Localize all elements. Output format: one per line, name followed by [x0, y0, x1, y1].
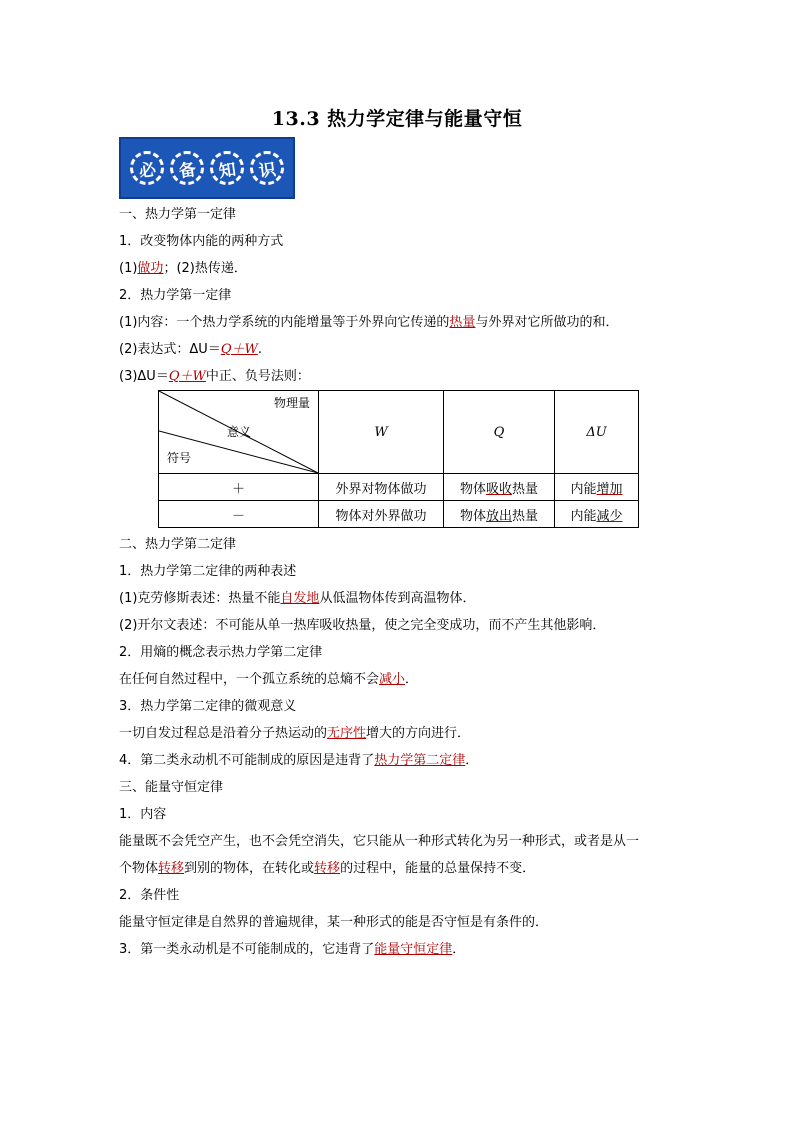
s3-item-2: 2．条件性 — [119, 888, 180, 903]
sign-cell: － — [159, 501, 319, 528]
text: 个物体 — [119, 861, 159, 876]
header-meaning: 意义 — [227, 425, 252, 439]
s3-content-line-1: 能量既不会凭空产生，也不会凭空消失，它只能从一种形式转化为另一种形式，或者是从一 — [119, 834, 640, 849]
section-badge — [119, 137, 295, 199]
answer-blank: 做功 — [137, 261, 164, 276]
text: 一切自发过程总是沿着分子热运动的 — [119, 726, 328, 741]
s3-content-line-2 — [119, 857, 535, 876]
s2-item-1: 1．热力学第二定律的两种表述 — [119, 564, 297, 579]
s1-item-1: 1．改变物体内能的两种方式 — [119, 234, 284, 249]
text: 内能 — [570, 481, 597, 497]
text: 与外界对它所做功的和． — [475, 315, 619, 330]
du-cell — [555, 501, 639, 528]
badge-char-2: 备 — [168, 149, 206, 187]
q-cell — [444, 474, 555, 501]
du-cell — [555, 474, 639, 501]
text: ；(2)热传递． — [163, 261, 247, 276]
header-sign: 符号 — [167, 451, 192, 465]
diagonal-header-cell — [159, 391, 319, 474]
answer-blank: 热量 — [449, 315, 476, 330]
s3-item-1: 1．内容 — [119, 807, 167, 822]
s2-item-3: 3．热力学第二定律的微观意义 — [119, 699, 297, 714]
s1-content — [119, 311, 618, 330]
answer-blank: 转移 — [314, 861, 341, 876]
s1-expression — [119, 338, 262, 357]
answer-blank: 转移 — [158, 861, 185, 876]
text: 到别的物体，在转化或 — [184, 861, 315, 876]
text: 热量 — [512, 508, 539, 524]
answer-blank: 吸收 — [485, 481, 512, 497]
text: ． — [452, 942, 466, 957]
answer-blank: 无序性 — [327, 726, 367, 741]
answer-blank: 放出 — [485, 508, 512, 524]
s1-item-1-detail — [119, 257, 247, 276]
s2-item-4 — [119, 749, 478, 768]
s2-microscopic — [119, 722, 470, 741]
text: ． — [405, 672, 419, 687]
w-cell: 外界对物体做功 — [319, 474, 444, 501]
table-row — [159, 474, 639, 501]
text: (3)ΔU＝ — [119, 369, 169, 384]
q-cell — [444, 501, 555, 528]
w-cell: 物体对外界做功 — [319, 501, 444, 528]
header-physical-quantity: 物理量 — [273, 396, 310, 410]
section-1-heading: 一、热力学第一定律 — [119, 207, 237, 222]
badge-char-4: 识 — [248, 149, 286, 187]
s2-item-2: 2．用熵的概念表示热力学第二定律 — [119, 645, 323, 660]
s2-clausius — [119, 587, 475, 606]
answer-blank: 自发地 — [280, 591, 320, 606]
text: 3．第一类永动机是不可能制成的，它违背了 — [119, 942, 375, 957]
text: 4．第二类永动机不可能制成的原因是违背了 — [119, 753, 375, 768]
badge-char-1: 必 — [128, 149, 166, 187]
sign-cell: ＋ — [159, 474, 319, 501]
text: 在任何自然过程中，一个孤立系统的总熵不会 — [119, 672, 380, 687]
text: (1) — [119, 261, 138, 276]
answer-blank: Q＋W — [168, 369, 206, 384]
text: 中正、负号法则： — [205, 369, 310, 384]
text: 热量 — [512, 481, 539, 497]
page-title: 13.3 热力学定律与能量守恒 — [271, 108, 523, 130]
text: 增大的方向进行． — [366, 726, 471, 741]
table-row — [159, 501, 639, 528]
text: 内能 — [570, 508, 597, 524]
text: (2)表达式：ΔU＝ — [119, 342, 221, 357]
text: . — [257, 342, 262, 357]
s2-entropy — [119, 668, 418, 687]
sign-rule-table — [158, 390, 639, 528]
header-w: W — [319, 391, 444, 474]
answer-blank: 热力学第二定律 — [374, 753, 466, 768]
header-du: ΔU — [555, 391, 639, 474]
text: 物体 — [459, 508, 486, 524]
answer-blank: 减小 — [379, 672, 406, 687]
section-2-heading: 二、热力学第二定律 — [119, 537, 237, 552]
text: 物体 — [459, 481, 486, 497]
text: 的过程中，能量的总量保持不变． — [340, 861, 536, 876]
answer-blank: 能量守恒定律 — [374, 942, 453, 957]
s1-sign-rule — [119, 365, 310, 384]
s3-item-3 — [119, 938, 465, 957]
text: 从低温物体传到高温物体． — [319, 591, 476, 606]
answer-blank: 减少 — [596, 508, 623, 524]
header-q: Q — [444, 391, 555, 474]
s1-item-2: 2．热力学第一定律 — [119, 288, 232, 303]
s2-kelvin: (2)开尔文表述：不可能从单一热库吸收热量，使之完全变成功，而不产生其他影响． — [119, 618, 606, 633]
text: (1)内容：一个热力学系统的内能增量等于外界向它传递的 — [119, 315, 450, 330]
answer-blank: Q＋W — [220, 342, 258, 357]
s3-condition: 能量守恒定律是自然界的普遍规律，某一种形式的能是否守恒是有条件的． — [119, 915, 549, 930]
text: (1)克劳修斯表述：热量不能 — [119, 591, 281, 606]
section-3-heading: 三、能量守恒定律 — [119, 780, 224, 795]
table-header-row — [159, 391, 639, 474]
answer-blank: 增加 — [596, 481, 623, 497]
badge-char-3: 知 — [208, 149, 246, 187]
text: ． — [465, 753, 479, 768]
